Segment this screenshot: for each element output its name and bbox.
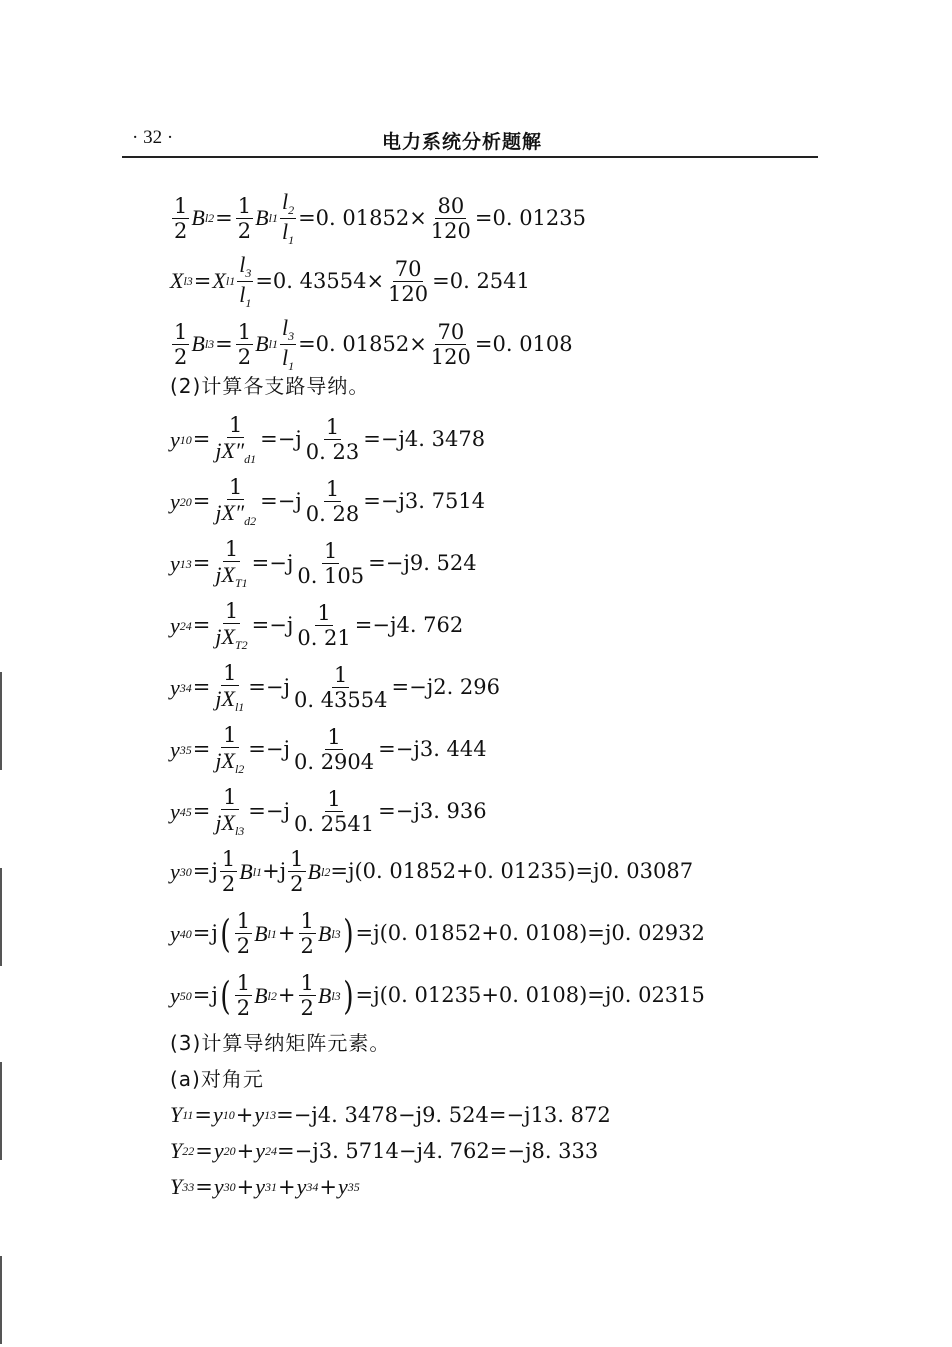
fraction: $\frac{1}{jX_{T2}}$	[215, 599, 248, 653]
fraction: $\frac{l_3}{l_1}$	[239, 252, 252, 310]
header-rule	[122, 156, 818, 158]
equation-x-l3: X l3 = X l1 $\frac{l_3}{l_1}$ =0. 43554× $\frac{70}{120}$ =0. 2541	[170, 252, 530, 310]
fraction: $\frac{1}{2}$	[300, 971, 314, 1021]
matrix-element-y22: Y 22 = y 20 + y 24 =−j3. 5714−j4. 762=−j8. 333	[170, 1138, 599, 1163]
fraction: $\frac{1}{2}$	[221, 847, 236, 897]
step-3-heading: (3)计算导纳矩阵元素。	[170, 1031, 391, 1055]
fraction: $\frac{1}{jX''_{d2}}$	[215, 475, 257, 529]
fraction: $\frac{1}{0. 2904}$	[293, 725, 375, 775]
fraction: $\frac{1}{2}$	[174, 193, 188, 243]
fraction: $\frac{80}{120}$	[430, 193, 471, 243]
fraction: $\frac{1}{jX_{l2}}$	[215, 723, 245, 777]
admittance-y35: y 35 = $\frac{1}{jX_{l2}}$ =−j $\frac{1}{0. 2904}$ =−j3. 444	[170, 723, 487, 777]
fraction: $\frac{70}{120}$	[430, 319, 471, 369]
fraction: $\frac{1}{0. 21}$	[297, 601, 351, 651]
fraction: $\frac{1}{jX_{l1}}$	[215, 661, 245, 715]
running-title: 电力系统分析题解	[382, 131, 543, 153]
fraction: $\frac{l_3}{l_1}$	[281, 315, 295, 373]
step-3a-heading: (a)对角元	[170, 1067, 264, 1091]
matrix-element-y33: Y 33 = y 30 + y 31 + y 34 + y 35	[170, 1174, 360, 1199]
fraction: $\frac{1}{0. 23}$	[305, 415, 360, 465]
fraction: $\frac{1}{0. 28}$	[305, 477, 360, 527]
equation-half-bl3: $\frac{1}{2}$ B l3 = $\frac{1}{2}$ B l1 $\frac{l_3}{l_1}$ =0. 01852× $\frac{70}{120}$ =0. 0108	[174, 315, 573, 373]
page-number: · 32 ·	[132, 127, 174, 148]
fraction: $\frac{1}{2}$	[290, 847, 304, 897]
margin-mark	[0, 672, 2, 770]
step-2-heading: (2)计算各支路导纳。	[170, 374, 370, 398]
fraction: $\frac{1}{0. 43554}$	[293, 663, 388, 713]
admittance-y30: y 30 = j $\frac{1}{2}$ B l1 +j $\frac{1}{2}$ B l2 =j(0. 01852+0. 01235)=j0. 03087	[170, 847, 694, 897]
fraction: $\frac{l_2}{l_1}$	[281, 189, 295, 247]
admittance-y34: y 34 = $\frac{1}{jX_{l1}}$ =−j $\frac{1}{0. 43554}$ =−j2. 296	[170, 661, 500, 715]
fraction: $\frac{1}{2}$	[236, 971, 251, 1021]
fraction: $\frac{1}{0. 2541}$	[293, 787, 375, 837]
admittance-y20: y 20 = $\frac{1}{jX''_{d2}}$ =−j $\frac{1}{0. 28}$ =−j3. 7514	[170, 475, 486, 529]
fraction: $\frac{70}{120}$	[388, 256, 429, 306]
fraction: $\frac{1}{jX''_{d1}}$	[215, 413, 257, 467]
fraction: $\frac{1}{jX_{T1}}$	[215, 537, 248, 591]
fraction: $\frac{1}{2}$	[236, 909, 251, 959]
fraction: $\frac{1}{2}$	[300, 909, 314, 959]
admittance-y10: y 10 = $\frac{1}{jX''_{d1}}$ =−j $\frac{1}{0. 23}$ =−j4. 3478	[170, 413, 486, 467]
admittance-y24: y 24 = $\frac{1}{jX_{T2}}$ =−j $\frac{1}{0. 21}$ =−j4. 762	[170, 599, 464, 653]
admittance-y13: y 13 = $\frac{1}{jX_{T1}}$ =−j $\frac{1}{0. 105}$ =−j9. 524	[170, 537, 477, 591]
margin-mark	[0, 1062, 2, 1160]
fraction: $\frac{1}{2}$	[237, 193, 252, 243]
margin-mark	[0, 868, 2, 966]
fraction: $\frac{1}{jX_{l3}}$	[215, 785, 245, 839]
admittance-y40: y 40 = j ( $\frac{1}{2}$ B l1 + $\frac{1}{2}$ B l3 ) =j(0. 01852+0. 0108)=j0. 02932	[170, 909, 705, 959]
equation-half-bl2: $\frac{1}{2}$ B l2 = $\frac{1}{2}$ B l1 $\frac{l_2}{l_1}$ =0. 01852× $\frac{80}{120}$ =0. 01235	[174, 189, 587, 247]
fraction: $\frac{1}{0. 105}$	[297, 539, 365, 589]
admittance-y50: y 50 = j ( $\frac{1}{2}$ B l2 + $\frac{1}{2}$ B l3 ) =j(0. 01235+0. 0108)=j0. 02315	[170, 971, 705, 1021]
admittance-y45: y 45 = $\frac{1}{jX_{l3}}$ =−j $\frac{1}{0. 2541}$ =−j3. 936	[170, 785, 487, 839]
fraction: $\frac{1}{2}$	[237, 319, 252, 369]
fraction: $\frac{1}{2}$	[174, 319, 188, 369]
matrix-element-y11: Y 11 = y 10 + y 13 =−j4. 3478−j9. 524=−j13. 872	[170, 1102, 611, 1127]
margin-mark	[0, 1256, 2, 1344]
